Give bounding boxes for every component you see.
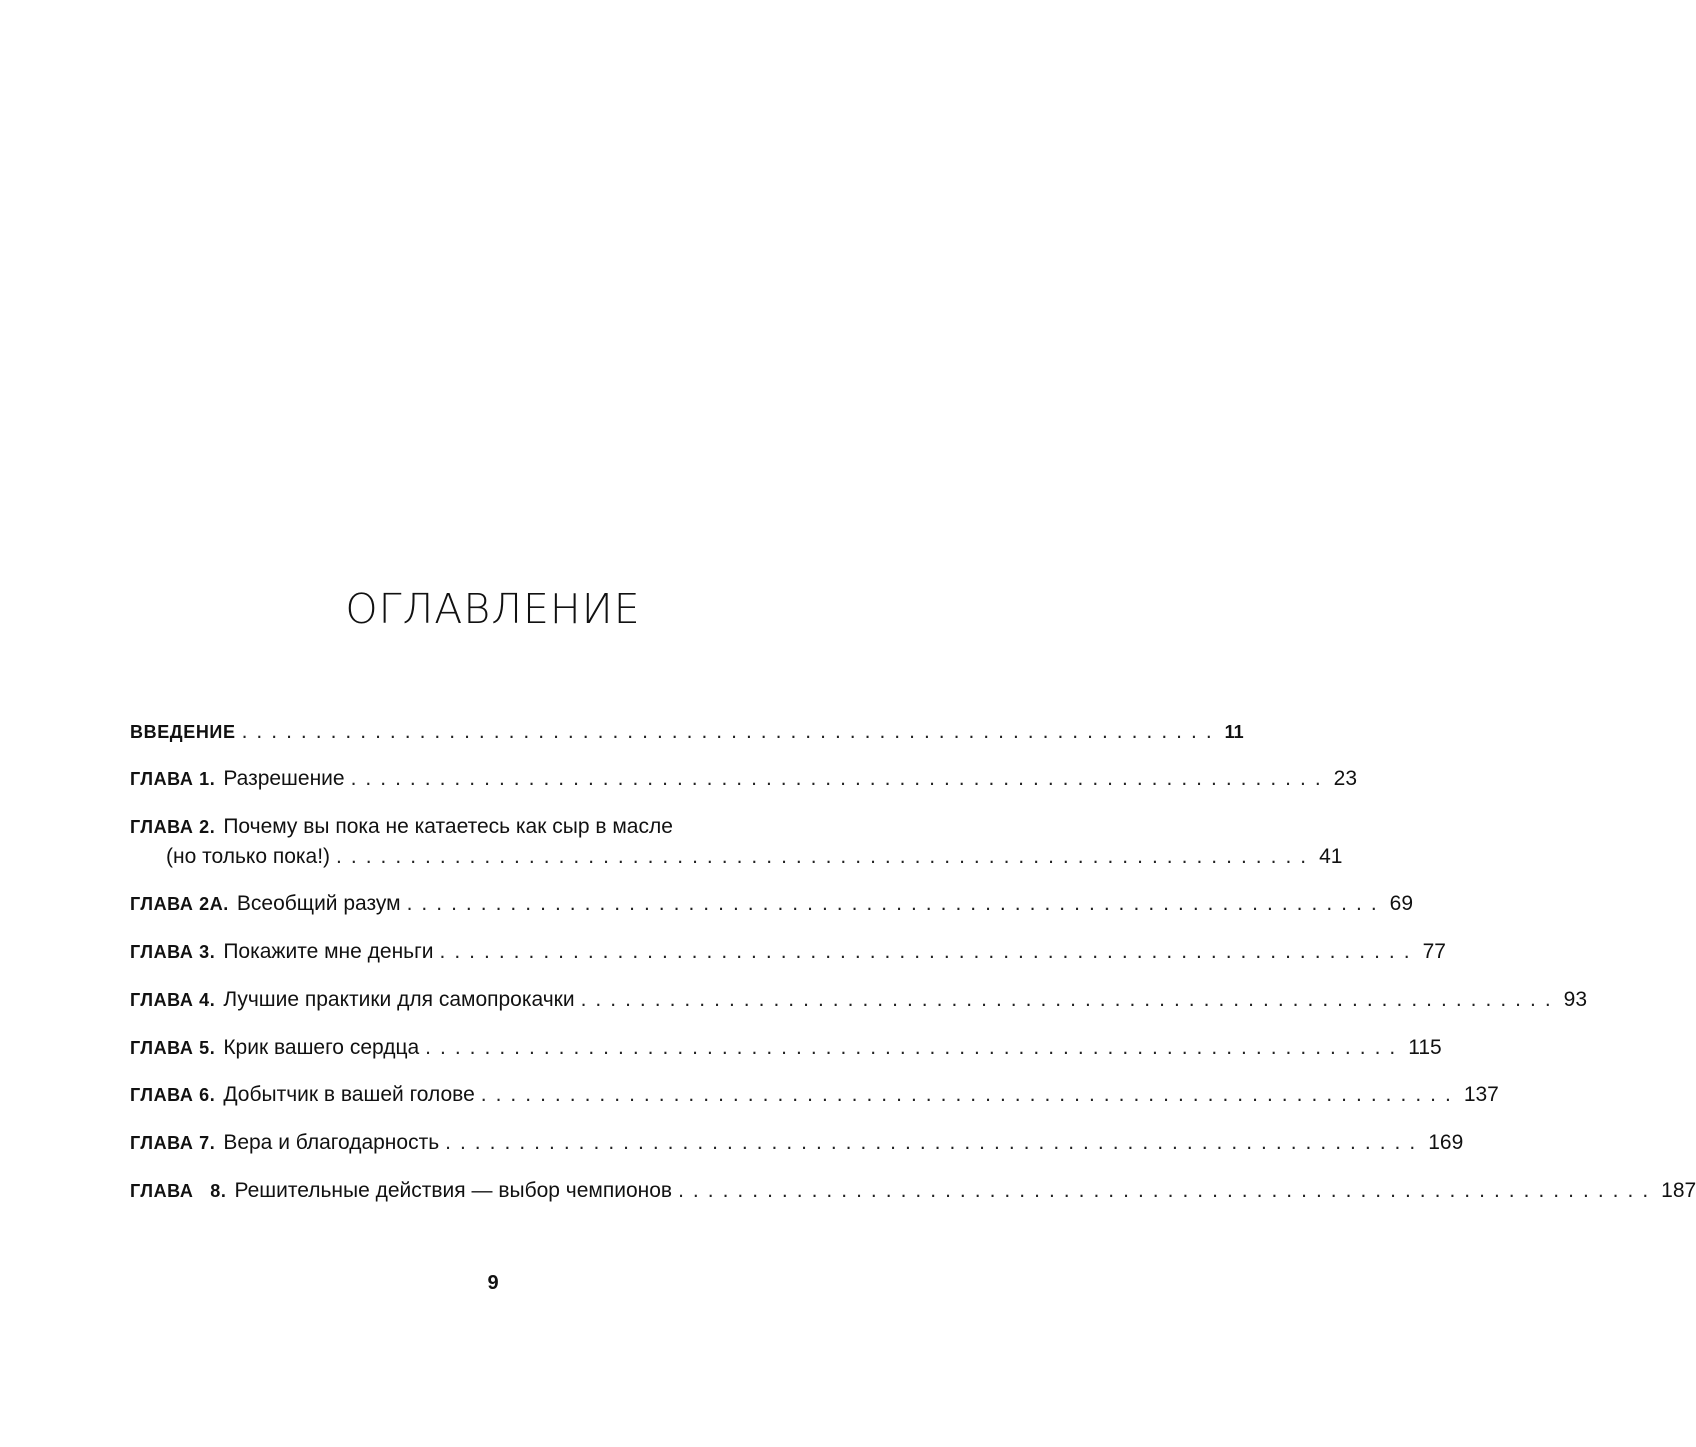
leader-dots: ..................................................................: [336, 845, 1316, 868]
toc-page-number: 11: [1224, 722, 1244, 742]
leader-dots: ..................................................................: [678, 1179, 1658, 1202]
leader-dots: ..................................................................: [241, 720, 1221, 743]
toc-entry-chapter-2a: [130, 889, 1414, 919]
toc-page-number: 115: [1408, 1036, 1442, 1059]
leader-dots: ..................................................................: [580, 988, 1560, 1011]
toc-entry-chapter-6: [130, 1080, 1499, 1110]
toc-entry-chapter-4: [130, 985, 1588, 1015]
page-title: ОГЛАВЛЕНИЕ: [345, 585, 641, 633]
toc-page-number: 23: [1333, 767, 1358, 790]
toc-entry-chapter-2-continued: [166, 842, 1343, 872]
toc-entry-intro: [130, 717, 1244, 747]
toc-entry-label: ГЛАВА 3.: [130, 942, 216, 962]
leader-dots: ..................................................................: [480, 1083, 1460, 1106]
toc-entry-title-continued: (но только пока!): [166, 845, 331, 868]
toc-entry-title: Покажите мне деньги: [223, 940, 434, 963]
toc-entry-label: ВВЕДЕНИЕ: [130, 722, 236, 742]
page-number-footer: 9: [487, 1272, 499, 1294]
toc-entry-label: ГЛАВА 1.: [130, 769, 216, 789]
toc-page-number: 169: [1428, 1131, 1464, 1154]
toc-page-number: 41: [1319, 845, 1343, 868]
toc-entry-label: ГЛАВА 4.: [130, 990, 216, 1010]
toc-page-number: 93: [1563, 988, 1588, 1011]
toc-entry-chapter-8: [130, 1176, 1696, 1206]
toc-entry-chapter-3: [130, 937, 1446, 967]
toc-entry-title: Лучшие практики для самопрокачки: [223, 988, 575, 1011]
toc-entry-chapter-1: [130, 764, 1358, 794]
leader-dots: ..................................................................: [350, 767, 1330, 790]
toc-entry-title: Крик вашего сердца: [223, 1036, 420, 1059]
toc-entry-label: ГЛАВА 2.: [130, 817, 216, 837]
toc-page-number: 77: [1422, 940, 1446, 963]
toc-entry-label: ГЛАВА 2А.: [130, 894, 229, 914]
toc-entry-title: Вера и благодарность: [223, 1131, 440, 1154]
toc-entry-title: Почему вы пока не катаетесь как сыр в масле: [223, 815, 673, 838]
leader-dots: ..................................................................: [445, 1131, 1425, 1154]
toc-entry-title: Всеобщий разум: [236, 892, 401, 915]
toc-entry-title: Добытчик в вашей голове: [223, 1083, 475, 1106]
toc-entry-label: ГЛАВА 7.: [130, 1133, 216, 1153]
toc-page-number: 137: [1463, 1083, 1499, 1106]
toc-entry-label: ГЛАВА 5.: [130, 1038, 216, 1058]
leader-dots: ..................................................................: [439, 940, 1419, 963]
toc-entry-chapter-2: [130, 812, 785, 842]
leader-dots: ..................................................................: [425, 1036, 1405, 1059]
toc-entry-label: ГЛАВА 8.: [130, 1181, 227, 1201]
toc-entry-title: Разрешение: [223, 767, 345, 790]
toc-entry-title: Решительные действия — выбор чемпионов: [234, 1179, 673, 1202]
leader-dots: ..................................................................: [406, 892, 1386, 915]
toc-page-number: 187: [1661, 1179, 1696, 1202]
toc-entry-chapter-7: [130, 1128, 1464, 1158]
toc-entry-chapter-5: [130, 1033, 1442, 1063]
toc-page-number: 69: [1389, 892, 1414, 915]
toc-entry-label: ГЛАВА 6.: [130, 1085, 216, 1105]
